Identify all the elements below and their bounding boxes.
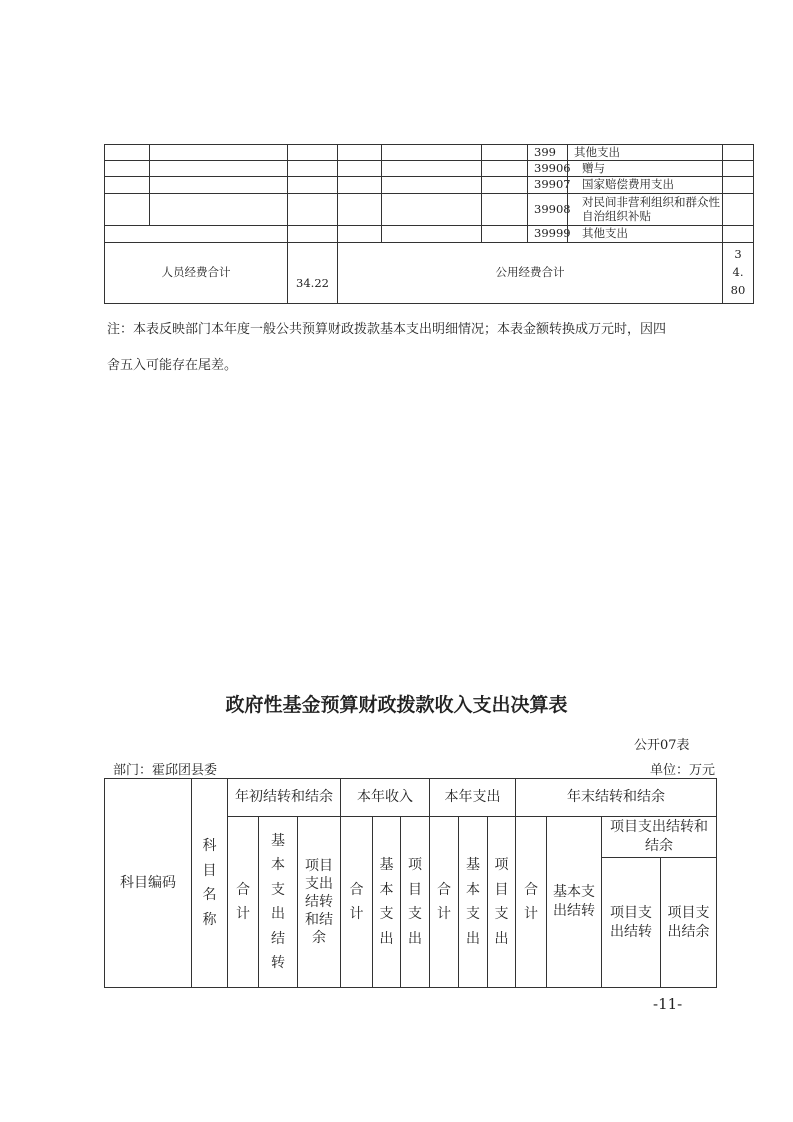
empty-cell (337, 160, 382, 177)
empty-cell (337, 193, 382, 226)
expense-code-cell: 39999 (527, 225, 568, 243)
header-current-income: 本年收入 (340, 778, 430, 817)
empty-cell (722, 225, 754, 243)
table-note-line-1: 注：本表反映部门本年度一般公共预算财政拨款基本支出明细情况；本表金额转换成万元时，因四 (107, 322, 667, 337)
header-income-basic: 基本支出 (372, 816, 401, 988)
personnel-total-value: 34.22 (287, 242, 338, 304)
empty-cell (104, 225, 288, 243)
empty-cell (149, 144, 288, 161)
empty-cell (481, 193, 528, 226)
empty-cell (722, 144, 754, 161)
expense-name-cell: 国家赔偿费用支出 (567, 176, 723, 194)
empty-cell (481, 176, 528, 194)
empty-cell (149, 193, 288, 226)
empty-cell (337, 144, 382, 161)
header-subject-name: 科目名称 (191, 778, 228, 988)
header-income-project: 项目支出 (400, 816, 430, 988)
empty-cell (381, 193, 482, 226)
unit-label: 单位：万元 (650, 763, 716, 778)
expense-code-cell: 399 (527, 144, 568, 161)
header-closing-project-carryover: 项目支出结转 (601, 857, 661, 988)
expense-name-cell: 赠与 (567, 160, 723, 177)
header-closing-balance: 年末结转和结余 (515, 778, 717, 817)
empty-cell (287, 144, 338, 161)
empty-cell (104, 176, 150, 194)
empty-cell (481, 144, 528, 161)
expense-code-cell: 39906 (527, 160, 568, 177)
header-closing-basic: 基本支出结转 (546, 816, 602, 988)
empty-cell (104, 144, 150, 161)
empty-cell (149, 176, 288, 194)
empty-cell (722, 160, 754, 177)
empty-cell (722, 193, 754, 226)
expense-name-cell: 其他支出 (567, 144, 723, 161)
empty-cell (287, 225, 338, 243)
expense-name-cell: 其他支出 (567, 225, 723, 243)
empty-cell (381, 144, 482, 161)
empty-cell (381, 176, 482, 194)
public-total-value: 34.80 (722, 242, 754, 304)
form-number: 公开07表 (634, 738, 690, 753)
table-note-line-2: 舍五入可能存在尾差。 (107, 358, 238, 373)
page-number: -11- (653, 995, 683, 1013)
empty-cell (287, 160, 338, 177)
page-title: 政府性基金预算财政拨款收入支出决算表 (225, 694, 568, 716)
empty-cell (481, 160, 528, 177)
empty-cell (287, 176, 338, 194)
empty-cell (149, 160, 288, 177)
empty-cell (337, 225, 382, 243)
empty-cell (287, 193, 338, 226)
public-total-label: 公用经费合计 (337, 242, 723, 304)
header-expenditure-total: 合计 (429, 816, 459, 988)
header-opening-balance: 年初结转和结余 (227, 778, 341, 817)
header-opening-project: 项目支出结转和结余 (297, 816, 341, 988)
header-opening-basic: 基本支出结转 (258, 816, 298, 988)
expense-code-cell: 39907 (527, 176, 568, 194)
empty-cell (722, 176, 754, 194)
expense-name-cell: 对民间非营利组织和群众性自治组织补贴 (567, 193, 723, 226)
header-opening-total: 合计 (227, 816, 259, 988)
header-income-total: 合计 (340, 816, 373, 988)
expense-code-cell: 39908 (527, 193, 568, 226)
header-expenditure-basic: 基本支出 (458, 816, 488, 988)
header-current-expenditure: 本年支出 (429, 778, 516, 817)
header-closing-project-surplus: 项目支出结余 (660, 857, 717, 988)
header-closing-project: 项目支出结转和结余 (601, 816, 717, 858)
empty-cell (104, 193, 150, 226)
header-expenditure-project: 项目支出 (487, 816, 516, 988)
empty-cell (104, 160, 150, 177)
personnel-total-label: 人员经费合计 (104, 242, 288, 304)
empty-cell (381, 160, 482, 177)
empty-cell (337, 176, 382, 194)
header-closing-total: 合计 (515, 816, 547, 988)
header-subject-code: 科目编码 (104, 778, 192, 988)
department-label: 部门：霍邱团县委 (113, 763, 218, 778)
empty-cell (381, 225, 482, 243)
empty-cell (481, 225, 528, 243)
